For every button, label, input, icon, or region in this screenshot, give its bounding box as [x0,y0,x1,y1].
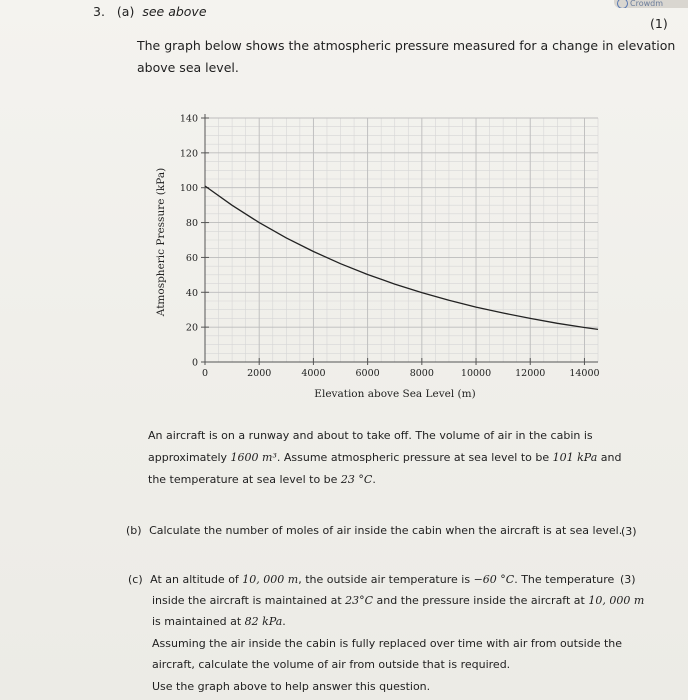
part-c-line-2-pre: inside the aircraft is maintained at [152,594,346,607]
part-c-line-6: Use the graph above to help answer this question. [152,680,431,693]
y-tick-label: 40 [185,287,198,299]
part-c-line-3-post: . [282,615,286,628]
part-c-line-2 [152,594,644,607]
part-b-marks: (3) [621,525,637,538]
part-a-text: see above [142,4,207,19]
x-tick-label: 2000 [247,368,272,379]
scenario-line-3 [148,473,376,486]
chart-grid [205,118,598,362]
y-tick-label: 120 [179,148,198,160]
scenario-line-2-mid: . Assume atmospheric pressure at sea level to be [276,451,553,464]
app-badge-label: Crowdm [630,0,664,8]
x-tick-labels [202,368,600,379]
y-axis-label: Atmospheric Pressure (kPa) [155,167,167,317]
part-a-label: (a) [116,4,135,19]
scenario-line-1: An aircraft is on a runway and about to take off. The volume of air in the cabin is [148,429,593,442]
part-c-line-4: Assuming the air inside the cabin is fully replaced over time with air from outside the [152,637,623,650]
part-c-line-1-post: . The temperature [514,573,615,586]
intro-line-2: above sea level. [137,60,239,75]
y-tick-label: 20 [185,322,198,334]
inside-temperature: 23°C [345,594,374,607]
y-tick-label: 100 [179,183,198,195]
part-b-label: (b) [126,524,142,537]
part-c-line-1-mid: , the outside air temperature is [298,573,474,586]
scenario-line-2-post: and [597,451,622,464]
x-tick-label: 6000 [355,368,380,379]
y-tick-label: 140 [179,113,198,125]
scenario-line-2-pre: approximately [148,451,231,464]
part-c-line-1 [128,573,614,586]
part-c-marks: (3) [620,573,636,586]
part-c-label: (c) [128,573,143,586]
part-b [126,524,622,537]
part-c-line-3-pre: is maintained at [152,615,245,628]
part-a-marks: (1) [650,16,668,31]
x-tick-label: 0 [201,368,209,379]
part-c-line-3 [152,615,286,628]
y-tick-label: 0 [191,357,198,369]
y-tick-label: 60 [185,252,198,264]
altitude-value-2: 10, 000 m [588,594,645,607]
x-axis-label: Elevation above Sea Level (m) [314,388,476,400]
part-c-line-1-pre: At an altitude of [150,573,243,586]
altitude-value: 10, 000 m [242,573,299,586]
sea-level-pressure: 101 kPa [552,451,598,464]
y-tick-label: 80 [185,218,198,230]
cabin-volume: 1600 m³ [230,451,277,464]
y-tick-labels [180,114,198,369]
cabin-pressure: 82 kPa [244,615,283,628]
part-c-line-2-mid: and the pressure inside the aircraft at [373,594,589,607]
x-tick-label: 12000 [515,368,546,379]
x-tick-label: 10000 [460,368,492,379]
x-tick-label: 4000 [301,368,326,379]
part-c-line-5: aircraft, calculate the volume of air from outside that is required. [152,658,511,671]
x-tick-label: 8000 [409,368,434,379]
sea-level-temperature: 23 °C [340,473,373,486]
scenario-line-3-post: . [372,473,376,486]
x-tick-label: 14000 [569,368,600,379]
question-number: 3. [93,4,105,19]
part-b-text: Calculate the number of moles of air inside the cabin when the aircraft is at sea level. [149,524,623,537]
outside-temperature: −60 °C [473,573,515,586]
scenario-line-3-pre: the temperature at sea level to be [148,473,341,486]
scenario-line-2 [148,451,621,464]
intro-line-1: The graph below shows the atmospheric pressure measured for a change in elevation [137,38,676,53]
